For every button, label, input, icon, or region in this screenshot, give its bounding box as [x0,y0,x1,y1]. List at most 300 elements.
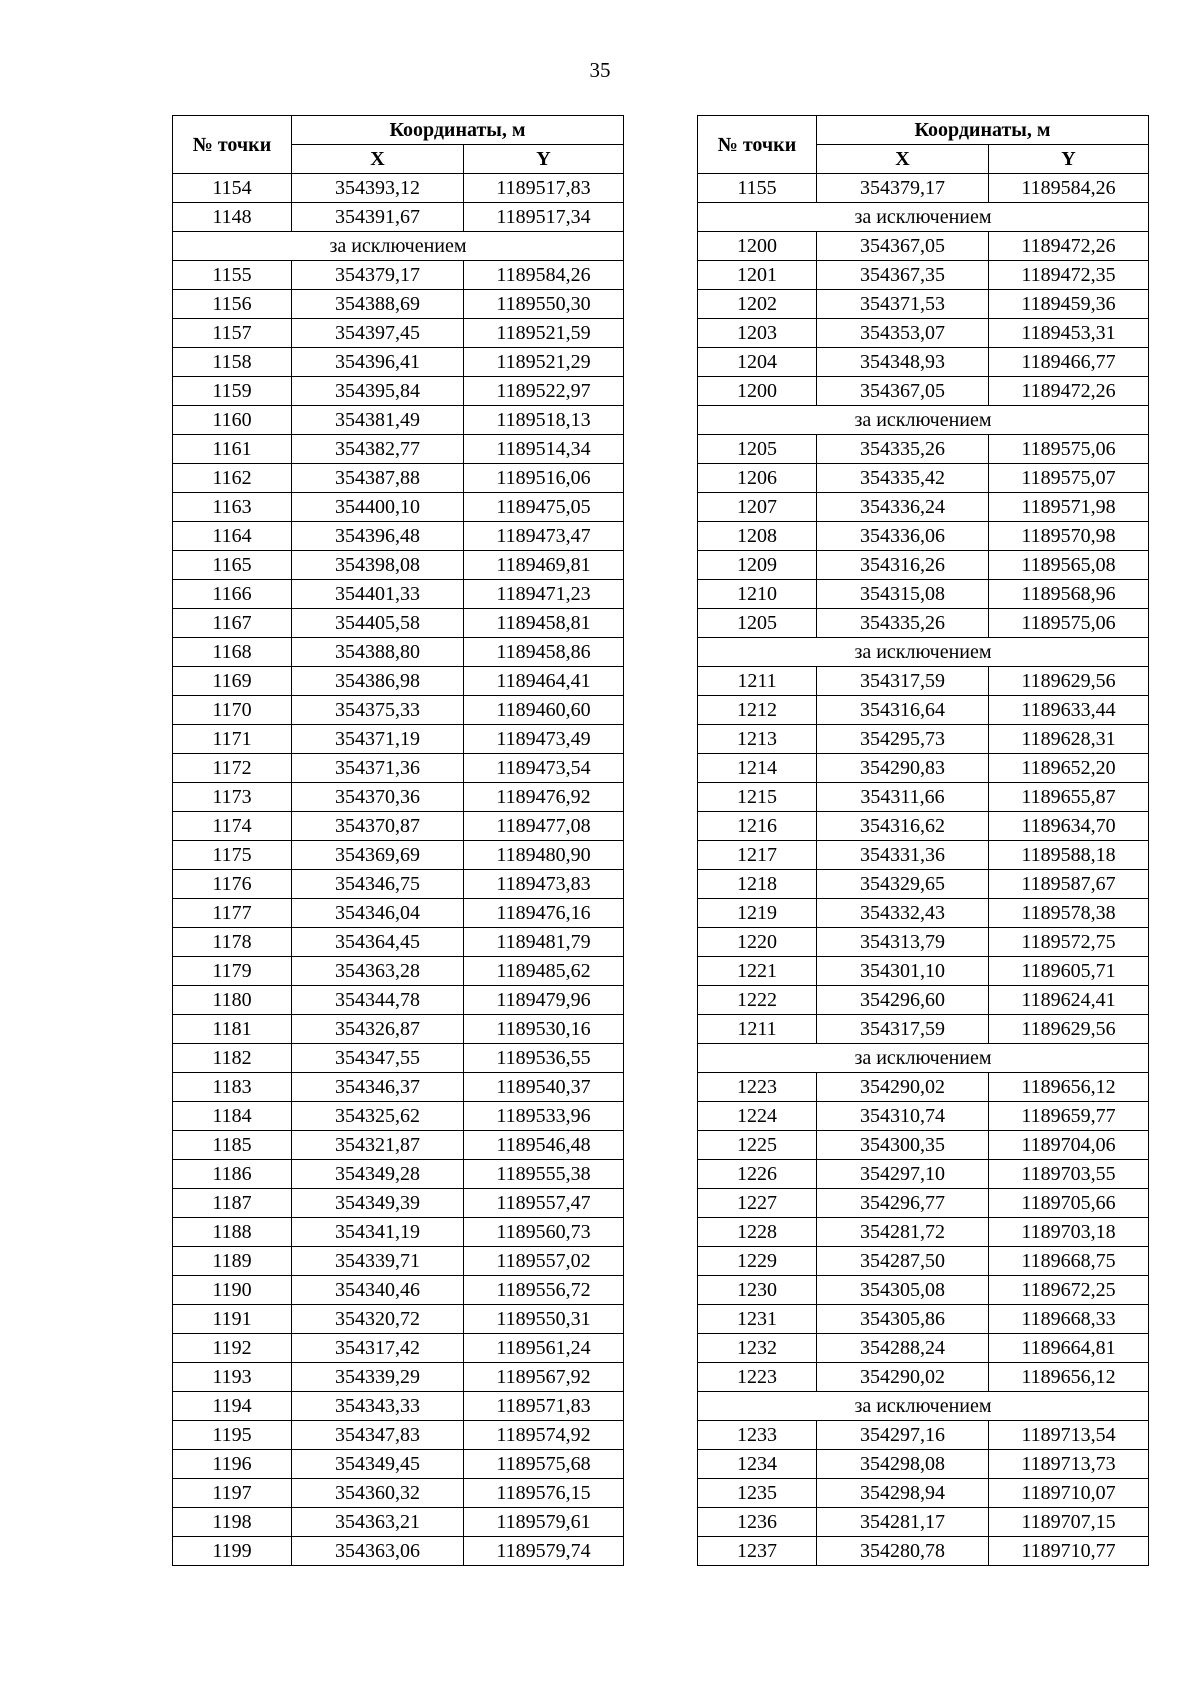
y-coordinate-cell: 1189652,20 [989,754,1149,783]
exclusion-label: за исключением [698,1044,1149,1073]
table-row [698,1073,1149,1102]
table-row [698,783,1149,812]
point-number-cell: 1232 [698,1334,817,1363]
point-number-cell: 1203 [698,319,817,348]
y-coordinate-cell: 1189707,15 [989,1508,1149,1537]
table-row [173,435,624,464]
y-coordinate-cell: 1189668,75 [989,1247,1149,1276]
point-number-cell: 1222 [698,986,817,1015]
y-coordinate-cell: 1189472,26 [989,377,1149,406]
y-coordinate-cell: 1189464,41 [464,667,624,696]
point-number-cell: 1219 [698,899,817,928]
exclusion-label: за исключением [698,1392,1149,1421]
x-coordinate-cell: 354325,62 [292,1102,464,1131]
x-coordinate-cell: 354367,35 [817,261,989,290]
x-coordinate-cell: 354371,36 [292,754,464,783]
table-body [698,174,1149,1566]
x-coordinate-cell: 354347,55 [292,1044,464,1073]
table-row [698,812,1149,841]
x-coordinate-cell: 354346,75 [292,870,464,899]
x-coordinate-cell: 354332,43 [817,899,989,928]
x-coordinate-cell: 354349,28 [292,1160,464,1189]
exclusion-label: за исключением [698,203,1149,232]
table-row [173,1537,624,1566]
y-coordinate-cell: 1189473,47 [464,522,624,551]
x-coordinate-cell: 354371,53 [817,290,989,319]
y-coordinate-cell: 1189703,55 [989,1160,1149,1189]
table-row [173,1305,624,1334]
y-coordinate-cell: 1189570,98 [989,522,1149,551]
y-coordinate-cell: 1189472,35 [989,261,1149,290]
table-row [698,1015,1149,1044]
y-coordinate-cell: 1189560,73 [464,1218,624,1247]
x-coordinate-cell: 354369,69 [292,841,464,870]
point-number-cell: 1173 [173,783,292,812]
y-coordinate-cell: 1189472,26 [989,232,1149,261]
table-row [173,870,624,899]
table-row [173,1479,624,1508]
x-coordinate-cell: 354375,33 [292,696,464,725]
y-coordinate-cell: 1189480,90 [464,841,624,870]
y-coordinate-cell: 1189664,81 [989,1334,1149,1363]
y-coordinate-cell: 1189588,18 [989,841,1149,870]
table-row [698,609,1149,638]
point-number-cell: 1237 [698,1537,817,1566]
y-coordinate-cell: 1189624,41 [989,986,1149,1015]
x-coordinate-cell: 354298,08 [817,1450,989,1479]
table-row [698,841,1149,870]
table-row [173,899,624,928]
x-coordinate-cell: 354288,24 [817,1334,989,1363]
x-coordinate-cell: 354297,16 [817,1421,989,1450]
table-row [173,609,624,638]
point-number-cell: 1195 [173,1421,292,1450]
coordinates-table-left [172,115,624,1566]
x-coordinate-cell: 354341,19 [292,1218,464,1247]
x-coordinate-cell: 354287,50 [817,1247,989,1276]
point-number-cell: 1225 [698,1131,817,1160]
point-number-cell: 1193 [173,1363,292,1392]
x-column-header: X [817,145,989,174]
y-coordinate-cell: 1189572,75 [989,928,1149,957]
table-row [173,377,624,406]
point-number-cell: 1221 [698,957,817,986]
point-number-cell: 1162 [173,464,292,493]
x-coordinate-cell: 354379,17 [292,261,464,290]
x-coordinate-cell: 354321,87 [292,1131,464,1160]
point-number-cell: 1205 [698,435,817,464]
point-number-cell: 1207 [698,493,817,522]
point-number-cell: 1233 [698,1421,817,1450]
page-number: 35 [589,58,611,82]
table-row [698,464,1149,493]
point-number-cell: 1172 [173,754,292,783]
table-row [698,493,1149,522]
exclusion-label: за исключением [698,406,1149,435]
y-coordinate-cell: 1189522,97 [464,377,624,406]
y-coordinate-cell: 1189567,92 [464,1363,624,1392]
point-number-cell: 1167 [173,609,292,638]
point-number-cell: 1191 [173,1305,292,1334]
point-number-cell: 1210 [698,580,817,609]
point-number-cell: 1209 [698,551,817,580]
table-row [698,1450,1149,1479]
x-coordinate-cell: 354335,26 [817,609,989,638]
table-row [173,551,624,580]
table-row [173,696,624,725]
x-coordinate-cell: 354346,37 [292,1073,464,1102]
point-number-cell: 1218 [698,870,817,899]
x-column-header: X [292,145,464,174]
y-coordinate-cell: 1189517,83 [464,174,624,203]
x-coordinate-cell: 354298,94 [817,1479,989,1508]
point-number-cell: 1230 [698,1276,817,1305]
x-coordinate-cell: 354405,58 [292,609,464,638]
x-coordinate-cell: 354388,69 [292,290,464,319]
x-coordinate-cell: 354340,46 [292,1276,464,1305]
x-coordinate-cell: 354316,26 [817,551,989,580]
point-number-cell: 1184 [173,1102,292,1131]
y-coordinate-cell: 1189550,31 [464,1305,624,1334]
coordinates-header: Координаты, м [817,116,1149,145]
table-row [173,957,624,986]
table-row [698,1102,1149,1131]
y-coordinate-cell: 1189672,25 [989,1276,1149,1305]
point-number-cell: 1213 [698,725,817,754]
table-row [173,667,624,696]
point-number-cell: 1235 [698,1479,817,1508]
table-row [698,580,1149,609]
x-coordinate-cell: 354353,07 [817,319,989,348]
table-row [698,870,1149,899]
table-row [173,928,624,957]
table-row [173,986,624,1015]
table-row [173,1421,624,1450]
y-coordinate-cell: 1189481,79 [464,928,624,957]
point-number-cell: 1206 [698,464,817,493]
point-number-cell: 1189 [173,1247,292,1276]
table-row [173,203,624,232]
table-row [173,1363,624,1392]
point-number-cell: 1198 [173,1508,292,1537]
table-row [698,1276,1149,1305]
point-number-cell: 1186 [173,1160,292,1189]
y-coordinate-cell: 1189518,13 [464,406,624,435]
table-row [173,1450,624,1479]
y-coordinate-cell: 1189574,92 [464,1421,624,1450]
table-row [698,435,1149,464]
point-number-cell: 1208 [698,522,817,551]
y-coordinate-cell: 1189453,31 [989,319,1149,348]
x-coordinate-cell: 354305,86 [817,1305,989,1334]
y-coordinate-cell: 1189521,29 [464,348,624,377]
point-number-cell: 1201 [698,261,817,290]
x-coordinate-cell: 354335,42 [817,464,989,493]
x-coordinate-cell: 354367,05 [817,232,989,261]
x-coordinate-cell: 354331,36 [817,841,989,870]
x-coordinate-cell: 354317,59 [817,667,989,696]
exclusion-separator-row [698,638,1149,667]
y-coordinate-cell: 1189713,54 [989,1421,1149,1450]
table-row [698,174,1149,203]
y-coordinate-cell: 1189521,59 [464,319,624,348]
table-row [173,812,624,841]
x-coordinate-cell: 354364,45 [292,928,464,957]
x-coordinate-cell: 354296,60 [817,986,989,1015]
y-coordinate-cell: 1189514,34 [464,435,624,464]
table-row [698,261,1149,290]
table-row [173,1102,624,1131]
y-coordinate-cell: 1189633,44 [989,696,1149,725]
x-coordinate-cell: 354370,36 [292,783,464,812]
point-number-cell: 1227 [698,1189,817,1218]
y-coordinate-cell: 1189530,16 [464,1015,624,1044]
table-row [173,174,624,203]
table-row [173,1160,624,1189]
x-coordinate-cell: 354339,71 [292,1247,464,1276]
x-coordinate-cell: 354393,12 [292,174,464,203]
table-row [173,638,624,667]
exclusion-separator-row [698,203,1149,232]
point-number-cell: 1211 [698,667,817,696]
point-number-cell: 1161 [173,435,292,464]
y-coordinate-cell: 1189587,67 [989,870,1149,899]
y-coordinate-cell: 1189516,06 [464,464,624,493]
point-number-cell: 1175 [173,841,292,870]
y-coordinate-cell: 1189584,26 [464,261,624,290]
x-coordinate-cell: 354388,80 [292,638,464,667]
y-coordinate-cell: 1189557,47 [464,1189,624,1218]
y-coordinate-cell: 1189576,15 [464,1479,624,1508]
x-coordinate-cell: 354363,28 [292,957,464,986]
point-number-cell: 1185 [173,1131,292,1160]
x-coordinate-cell: 354401,33 [292,580,464,609]
table-row [698,232,1149,261]
point-number-cell: 1192 [173,1334,292,1363]
point-number-cell: 1204 [698,348,817,377]
x-coordinate-cell: 354386,98 [292,667,464,696]
table-row [173,319,624,348]
x-coordinate-cell: 354387,88 [292,464,464,493]
table-row [173,522,624,551]
point-number-cell: 1166 [173,580,292,609]
x-coordinate-cell: 354348,93 [817,348,989,377]
table-row [173,725,624,754]
x-coordinate-cell: 354290,02 [817,1073,989,1102]
point-number-cell: 1179 [173,957,292,986]
x-coordinate-cell: 354349,39 [292,1189,464,1218]
y-column-header: Y [989,145,1149,174]
point-number-cell: 1217 [698,841,817,870]
y-coordinate-cell: 1189710,07 [989,1479,1149,1508]
point-number-cell: 1196 [173,1450,292,1479]
x-coordinate-cell: 354295,73 [817,725,989,754]
table-row [173,1073,624,1102]
point-number-cell: 1202 [698,290,817,319]
table-row [173,1131,624,1160]
point-number-cell: 1187 [173,1189,292,1218]
point-number-cell: 1215 [698,783,817,812]
point-number-cell: 1220 [698,928,817,957]
exclusion-separator-row [698,1392,1149,1421]
point-number-cell: 1171 [173,725,292,754]
y-coordinate-cell: 1189517,34 [464,203,624,232]
y-coordinate-cell: 1189659,77 [989,1102,1149,1131]
point-number-cell: 1181 [173,1015,292,1044]
table-row [173,1276,624,1305]
point-number-cell: 1228 [698,1218,817,1247]
y-column-header: Y [464,145,624,174]
x-coordinate-cell: 354381,49 [292,406,464,435]
exclusion-separator-row [173,232,624,261]
x-coordinate-cell: 354400,10 [292,493,464,522]
y-coordinate-cell: 1189575,06 [989,435,1149,464]
table-row [698,1218,1149,1247]
x-coordinate-cell: 354310,74 [817,1102,989,1131]
point-number-cell: 1223 [698,1073,817,1102]
table-row [173,1508,624,1537]
x-coordinate-cell: 354336,06 [817,522,989,551]
y-coordinate-cell: 1189571,83 [464,1392,624,1421]
x-coordinate-cell: 354349,45 [292,1450,464,1479]
point-number-cell: 1157 [173,319,292,348]
x-coordinate-cell: 354370,87 [292,812,464,841]
x-coordinate-cell: 354313,79 [817,928,989,957]
x-coordinate-cell: 354280,78 [817,1537,989,1566]
y-coordinate-cell: 1189568,96 [989,580,1149,609]
coordinates-table-right [697,115,1149,1566]
exclusion-label: за исключением [698,638,1149,667]
point-number-cell: 1234 [698,1450,817,1479]
y-coordinate-cell: 1189477,08 [464,812,624,841]
point-number-header: № точки [698,116,817,174]
x-coordinate-cell: 354329,65 [817,870,989,899]
y-coordinate-cell: 1189629,56 [989,1015,1149,1044]
y-coordinate-cell: 1189655,87 [989,783,1149,812]
table-row [698,1479,1149,1508]
table-row [698,1363,1149,1392]
point-number-header: № точки [173,116,292,174]
x-coordinate-cell: 354360,32 [292,1479,464,1508]
point-number-cell: 1169 [173,667,292,696]
table-row [173,261,624,290]
y-coordinate-cell: 1189540,37 [464,1073,624,1102]
x-coordinate-cell: 354290,02 [817,1363,989,1392]
point-number-cell: 1216 [698,812,817,841]
point-number-cell: 1197 [173,1479,292,1508]
point-number-cell: 1165 [173,551,292,580]
point-number-cell: 1180 [173,986,292,1015]
point-number-cell: 1211 [698,1015,817,1044]
x-coordinate-cell: 354367,05 [817,377,989,406]
exclusion-separator-row [698,406,1149,435]
y-coordinate-cell: 1189629,56 [989,667,1149,696]
x-coordinate-cell: 354290,83 [817,754,989,783]
table-row [173,406,624,435]
table-row [173,1334,624,1363]
x-coordinate-cell: 354396,41 [292,348,464,377]
x-coordinate-cell: 354320,72 [292,1305,464,1334]
x-coordinate-cell: 354339,29 [292,1363,464,1392]
point-number-cell: 1212 [698,696,817,725]
y-coordinate-cell: 1189556,72 [464,1276,624,1305]
point-number-cell: 1229 [698,1247,817,1276]
table-row [173,783,624,812]
table-row [698,551,1149,580]
y-coordinate-cell: 1189471,23 [464,580,624,609]
x-coordinate-cell: 354343,33 [292,1392,464,1421]
x-coordinate-cell: 354346,04 [292,899,464,928]
table-row [698,1189,1149,1218]
point-number-cell: 1236 [698,1508,817,1537]
y-coordinate-cell: 1189578,38 [989,899,1149,928]
y-coordinate-cell: 1189703,18 [989,1218,1149,1247]
x-coordinate-cell: 354281,17 [817,1508,989,1537]
y-coordinate-cell: 1189473,49 [464,725,624,754]
x-coordinate-cell: 354335,26 [817,435,989,464]
x-coordinate-cell: 354347,83 [292,1421,464,1450]
table-row [698,696,1149,725]
x-coordinate-cell: 354398,08 [292,551,464,580]
table-row [698,986,1149,1015]
y-coordinate-cell: 1189469,81 [464,551,624,580]
coordinates-header: Координаты, м [292,116,624,145]
table-row [698,1247,1149,1276]
table-row [698,928,1149,957]
y-coordinate-cell: 1189466,77 [989,348,1149,377]
table-row [698,1305,1149,1334]
y-coordinate-cell: 1189628,31 [989,725,1149,754]
point-number-cell: 1214 [698,754,817,783]
point-number-cell: 1164 [173,522,292,551]
table-row [698,1421,1149,1450]
table-row [173,754,624,783]
point-number-cell: 1223 [698,1363,817,1392]
table-row [698,319,1149,348]
x-coordinate-cell: 354395,84 [292,377,464,406]
table-row [698,522,1149,551]
x-coordinate-cell: 354363,06 [292,1537,464,1566]
point-number-cell: 1168 [173,638,292,667]
y-coordinate-cell: 1189668,33 [989,1305,1149,1334]
table-row [698,377,1149,406]
table-header [698,116,1149,174]
point-number-cell: 1160 [173,406,292,435]
x-coordinate-cell: 354281,72 [817,1218,989,1247]
point-number-cell: 1154 [173,174,292,203]
x-coordinate-cell: 354397,45 [292,319,464,348]
y-coordinate-cell: 1189479,96 [464,986,624,1015]
x-coordinate-cell: 354391,67 [292,203,464,232]
exclusion-label: за исключением [173,232,624,261]
y-coordinate-cell: 1189656,12 [989,1363,1149,1392]
table-row [173,1015,624,1044]
x-coordinate-cell: 354326,87 [292,1015,464,1044]
y-coordinate-cell: 1189475,05 [464,493,624,522]
y-coordinate-cell: 1189575,07 [989,464,1149,493]
x-coordinate-cell: 354371,19 [292,725,464,754]
table-row [173,290,624,319]
y-coordinate-cell: 1189536,55 [464,1044,624,1073]
x-coordinate-cell: 354317,59 [817,1015,989,1044]
x-coordinate-cell: 354316,62 [817,812,989,841]
point-number-cell: 1200 [698,377,817,406]
y-coordinate-cell: 1189533,96 [464,1102,624,1131]
point-number-cell: 1182 [173,1044,292,1073]
x-coordinate-cell: 354317,42 [292,1334,464,1363]
point-number-cell: 1231 [698,1305,817,1334]
point-number-cell: 1156 [173,290,292,319]
